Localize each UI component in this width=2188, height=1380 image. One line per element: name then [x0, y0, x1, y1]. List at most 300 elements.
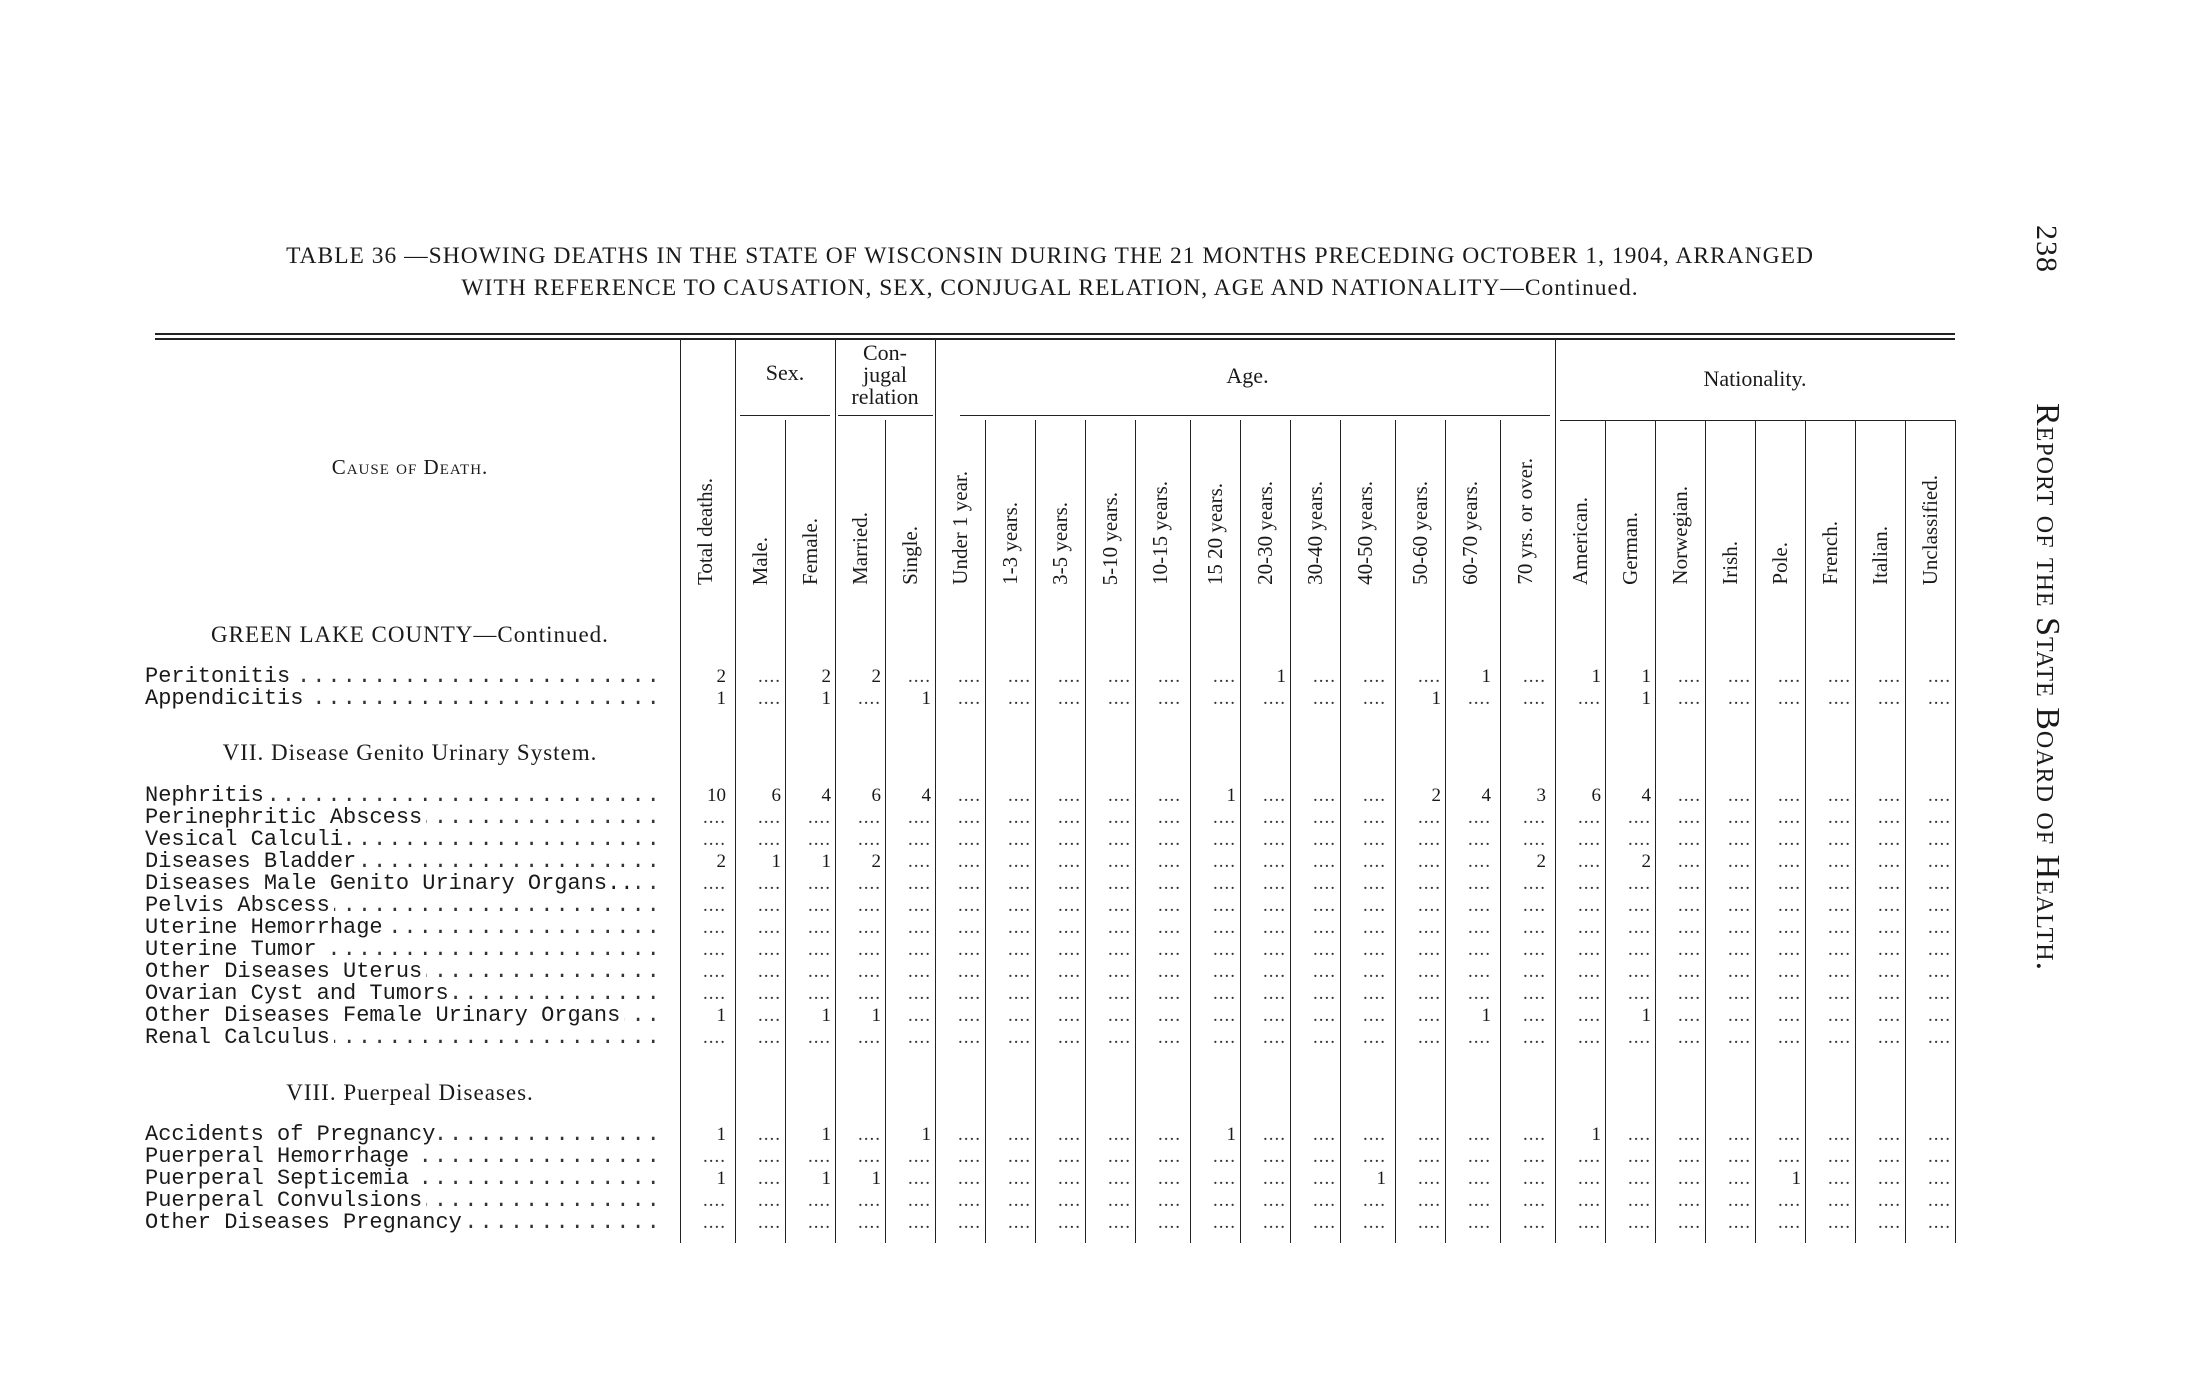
- table-cell: ....: [1878, 1190, 1901, 1211]
- table-cell: ....: [703, 917, 726, 938]
- table-cell: ....: [1928, 983, 1951, 1004]
- table-cell: ....: [1523, 1212, 1546, 1233]
- table-cell: ....: [808, 873, 831, 894]
- table-cell: ....: [1158, 851, 1181, 872]
- table-cell: ....: [1878, 1124, 1901, 1145]
- cause-label: [145, 1146, 665, 1168]
- table-cell: ....: [1678, 939, 1701, 960]
- table-row: [0, 895, 1960, 917]
- column-header-label: 50-60 years.: [1408, 481, 1432, 585]
- table-cell: ....: [1213, 939, 1236, 960]
- cell-value: 2: [821, 666, 831, 687]
- table-cell: [787, 851, 831, 873]
- section-heading: VIII. Puerpeal Diseases.: [286, 1080, 534, 1105]
- table-cell: ....: [1728, 666, 1751, 687]
- cell-value: 1: [716, 1124, 726, 1145]
- table-cell: ....: [1313, 785, 1336, 806]
- table-cell: ....: [1828, 851, 1851, 872]
- table-cell: ....: [1928, 1027, 1951, 1048]
- table-cell: [1502, 785, 1546, 807]
- cell-value: 1: [1641, 1005, 1651, 1026]
- table-cell: ....: [1828, 895, 1851, 916]
- cell-value: 1: [921, 688, 931, 709]
- table-cell: ....: [703, 807, 726, 828]
- column-header-label: Female.: [798, 517, 822, 585]
- table-cell: ....: [1363, 1027, 1386, 1048]
- table-cell: ....: [1108, 785, 1131, 806]
- table-cell: ....: [1213, 851, 1236, 872]
- table-cell: ....: [1058, 1124, 1081, 1145]
- cause-label-text: Diseases Male Genito Urinary Organs..: [145, 873, 637, 895]
- column-header: [735, 420, 785, 585]
- table-cell: ....: [1928, 895, 1951, 916]
- table-cell: ....: [1008, 688, 1031, 709]
- table-cell: ....: [808, 939, 831, 960]
- top-rule-double: [155, 338, 1955, 340]
- table-cell: ....: [1828, 1027, 1851, 1048]
- table-cell: [682, 688, 726, 710]
- table-cell: ....: [1363, 807, 1386, 828]
- table-cell: ....: [808, 1027, 831, 1048]
- cause-label: [145, 1212, 665, 1234]
- cause-label: [145, 939, 665, 961]
- table-cell: ....: [808, 1146, 831, 1167]
- cause-label: [145, 1168, 665, 1190]
- table-cell: ....: [1468, 1124, 1491, 1145]
- cell-value: 4: [921, 785, 931, 806]
- table-cell: ....: [1928, 1190, 1951, 1211]
- table-cell: ....: [1213, 1212, 1236, 1233]
- table-cell: ....: [1928, 785, 1951, 806]
- table-cell: [1757, 1168, 1801, 1190]
- table-title: [150, 240, 1950, 304]
- table-cell: ....: [1728, 961, 1751, 982]
- table-cell: ....: [858, 1124, 881, 1145]
- column-header-label: Italian.: [1868, 526, 1892, 585]
- cell-value: 1: [716, 1005, 726, 1026]
- table-cell: ....: [1313, 1005, 1336, 1026]
- cell-value: 3: [1536, 785, 1546, 806]
- table-row: [0, 939, 1960, 961]
- table-cell: [837, 785, 881, 807]
- table-cell: ....: [1158, 829, 1181, 850]
- table-cell: ....: [1108, 1212, 1131, 1233]
- column-header: [1855, 420, 1905, 585]
- table-cell: ....: [1728, 983, 1751, 1004]
- table-cell: ....: [1878, 1212, 1901, 1233]
- table-cell: ....: [1678, 666, 1701, 687]
- table-cell: ....: [1263, 829, 1286, 850]
- table-row: [0, 917, 1960, 939]
- table-cell: ....: [1878, 1027, 1901, 1048]
- table-cell: ....: [1158, 917, 1181, 938]
- table-cell: ....: [1628, 1168, 1651, 1189]
- table-cell: [737, 851, 781, 873]
- column-header-label: Single.: [898, 526, 922, 585]
- table-cell: ....: [1213, 1005, 1236, 1026]
- table-cell: [787, 666, 831, 688]
- table-cell: ....: [1058, 666, 1081, 687]
- table-cell: ....: [1678, 983, 1701, 1004]
- table-cell: ....: [1158, 1168, 1181, 1189]
- table-cell: ....: [1878, 983, 1901, 1004]
- cause-label: [145, 873, 665, 895]
- table-cell: ....: [1928, 961, 1951, 982]
- table-cell: [682, 851, 726, 873]
- table-cell: ....: [1928, 917, 1951, 938]
- table-cell: ....: [1313, 917, 1336, 938]
- table-cell: ....: [808, 895, 831, 916]
- table-cell: ....: [1313, 807, 1336, 828]
- table-cell: ....: [758, 1146, 781, 1167]
- table-cell: ....: [1418, 873, 1441, 894]
- table-cell: ....: [1523, 666, 1546, 687]
- table-cell: ....: [1468, 851, 1491, 872]
- table-cell: [787, 1168, 831, 1190]
- table-cell: ....: [1158, 1190, 1181, 1211]
- table-cell: ....: [1008, 1005, 1031, 1026]
- table-cell: ....: [1878, 1168, 1901, 1189]
- table-cell: ....: [1418, 983, 1441, 1004]
- cell-value: 1: [1641, 688, 1651, 709]
- table-cell: ....: [958, 961, 981, 982]
- table-cell: ....: [908, 1005, 931, 1026]
- running-header: [2028, 225, 2066, 971]
- column-header: [1705, 420, 1755, 585]
- table-cell: ....: [1578, 1190, 1601, 1211]
- column-header: [935, 420, 985, 585]
- table-cell: [1192, 785, 1236, 807]
- table-cell: ....: [1728, 917, 1751, 938]
- table-cell: [682, 1005, 726, 1027]
- cell-value: 1: [716, 1168, 726, 1189]
- cause-label: [145, 1005, 665, 1027]
- table-cell: ....: [1108, 1168, 1131, 1189]
- table-cell: ....: [1008, 961, 1031, 982]
- table-cell: ....: [1008, 983, 1031, 1004]
- table-cell: ....: [1263, 917, 1286, 938]
- cause-label: [145, 961, 665, 983]
- table-cell: ....: [1363, 1190, 1386, 1211]
- table-cell: ....: [1523, 961, 1546, 982]
- sex-group-label: Sex.: [765, 360, 805, 385]
- table-cell: ....: [1678, 851, 1701, 872]
- cell-value: 1: [1591, 666, 1601, 687]
- table-cell: ....: [1928, 851, 1951, 872]
- table-cell: [1607, 688, 1651, 710]
- table-cell: ....: [1728, 829, 1751, 850]
- table-cell: ....: [703, 939, 726, 960]
- table-cell: ....: [1008, 829, 1031, 850]
- table-cell: ....: [1058, 1212, 1081, 1233]
- table-cell: ....: [1628, 917, 1651, 938]
- table-cell: ....: [808, 961, 831, 982]
- table-cell: ....: [1523, 807, 1546, 828]
- column-header-label: 60-70 years.: [1458, 481, 1482, 585]
- column-header-label: 70 yrs. or over.: [1513, 458, 1537, 585]
- table-cell: ....: [1828, 1190, 1851, 1211]
- table-cell: ....: [908, 961, 931, 982]
- table-cell: ....: [758, 829, 781, 850]
- table-cell: ....: [1928, 939, 1951, 960]
- table-cell: ....: [958, 1190, 981, 1211]
- table-cell: ....: [1058, 785, 1081, 806]
- column-header: [1555, 420, 1605, 585]
- table-cell: ....: [1928, 1168, 1951, 1189]
- table-cell: ....: [1008, 939, 1031, 960]
- table-cell: ....: [1628, 895, 1651, 916]
- column-header: [1655, 420, 1705, 585]
- column-header: [1805, 420, 1855, 585]
- table-row: [0, 1005, 1960, 1027]
- table-cell: ....: [1313, 829, 1336, 850]
- table-cell: ....: [1363, 666, 1386, 687]
- column-header: [680, 420, 730, 585]
- column-header-label: 5-10 years.: [1098, 491, 1122, 585]
- table-cell: ....: [1058, 829, 1081, 850]
- table-cell: ....: [1418, 851, 1441, 872]
- table-cell: [682, 1168, 726, 1190]
- table-cell: ....: [1058, 1190, 1081, 1211]
- table-cell: ....: [1878, 1005, 1901, 1026]
- table-cell: ....: [1678, 785, 1701, 806]
- column-header: [1240, 420, 1290, 585]
- table-row: [0, 851, 1960, 873]
- table-cell: ....: [1578, 983, 1601, 1004]
- table-cell: ....: [858, 895, 881, 916]
- cause-label-text: Peritonitis: [145, 666, 294, 688]
- table-cell: [1607, 666, 1651, 688]
- table-cell: [787, 1124, 831, 1146]
- table-cell: ....: [1928, 1212, 1951, 1233]
- table-cell: ....: [1523, 1190, 1546, 1211]
- cell-value: 1: [821, 1168, 831, 1189]
- cell-value: 4: [1641, 785, 1651, 806]
- table-cell: ....: [958, 873, 981, 894]
- table-cell: ....: [1678, 807, 1701, 828]
- table-cell: ....: [1313, 895, 1336, 916]
- column-header-label: Irish.: [1718, 541, 1742, 585]
- table-cell: ....: [958, 785, 981, 806]
- cell-value: 1: [1276, 666, 1286, 687]
- table-cell: ....: [1213, 1190, 1236, 1211]
- table-cell: ....: [1158, 961, 1181, 982]
- table-cell: ....: [958, 688, 981, 709]
- cause-label-text: Pelvis Abscess: [145, 895, 334, 917]
- table-cell: ....: [1578, 807, 1601, 828]
- table-cell: ....: [1678, 1124, 1701, 1145]
- table-cell: ....: [1263, 1027, 1286, 1048]
- table-cell: [887, 688, 931, 710]
- cause-label-text: Puerperal Hemorrhage: [145, 1146, 413, 1168]
- table-cell: ....: [958, 851, 981, 872]
- table-cell: ....: [1058, 1168, 1081, 1189]
- table-title-line-1: TABLE 36 —SHOWING DEATHS IN THE STATE OF WISCONSIN DURING THE 21 MONTHS PRECEDING OCTOBER 1, 1904, ARRANGED: [286, 243, 1814, 269]
- table-cell: ....: [1828, 807, 1851, 828]
- table-cell: ....: [1008, 1027, 1031, 1048]
- table-cell: ....: [1263, 807, 1286, 828]
- table-cell: ....: [1158, 939, 1181, 960]
- table-cell: ....: [958, 895, 981, 916]
- table-row: [0, 1212, 1960, 1234]
- column-header-label: Male.: [748, 536, 772, 585]
- table-cell: ....: [858, 961, 881, 982]
- table-cell: ....: [1728, 895, 1751, 916]
- table-cell: ....: [1578, 1168, 1601, 1189]
- table-cell: ....: [1578, 961, 1601, 982]
- cell-value: 1: [1481, 666, 1491, 687]
- table-cell: ....: [1008, 873, 1031, 894]
- table-cell: [1192, 1124, 1236, 1146]
- table-row: [0, 807, 1960, 829]
- table-cell: ....: [1828, 1124, 1851, 1145]
- cell-value: 1: [1226, 785, 1236, 806]
- table-cell: ....: [958, 1027, 981, 1048]
- table-cell: ....: [1363, 829, 1386, 850]
- table-row: [0, 785, 1960, 807]
- table-cell: ....: [1778, 917, 1801, 938]
- table-cell: ....: [1828, 666, 1851, 687]
- table-cell: ....: [958, 983, 981, 1004]
- table-cell: ....: [858, 1190, 881, 1211]
- table-cell: ....: [758, 961, 781, 982]
- table-cell: ....: [1263, 983, 1286, 1004]
- table-cell: ....: [1678, 873, 1701, 894]
- table-cell: ....: [958, 1124, 981, 1145]
- table-cell: ....: [703, 1190, 726, 1211]
- table-cell: ....: [1363, 1212, 1386, 1233]
- table-cell: ....: [1928, 1124, 1951, 1145]
- column-header-label: Total deaths.: [693, 478, 717, 585]
- table-cell: ....: [703, 983, 726, 1004]
- table-cell: ....: [1263, 961, 1286, 982]
- column-header: [885, 420, 935, 585]
- table-cell: ....: [1313, 939, 1336, 960]
- table-cell: ....: [908, 829, 931, 850]
- table-cell: ....: [1468, 873, 1491, 894]
- table-cell: ....: [1418, 829, 1441, 850]
- table-cell: ....: [1008, 851, 1031, 872]
- table-cell: ....: [1158, 1005, 1181, 1026]
- table-row: [0, 829, 1960, 851]
- table-row: [0, 961, 1960, 983]
- table-cell: ....: [1313, 1124, 1336, 1145]
- column-header-label: Unclassified.: [1918, 474, 1942, 585]
- table-cell: ....: [1213, 807, 1236, 828]
- table-cell: ....: [1578, 873, 1601, 894]
- table-cell: ....: [1828, 688, 1851, 709]
- table-cell: ....: [1363, 1005, 1386, 1026]
- table-cell: ....: [1363, 1124, 1386, 1145]
- table-cell: ....: [1728, 1005, 1751, 1026]
- sex-group-rule: [740, 415, 830, 416]
- table-cell: ....: [1158, 895, 1181, 916]
- cell-value: 1: [921, 1124, 931, 1145]
- table-cell: ....: [1578, 895, 1601, 916]
- cause-label-text: Vesical Calculi: [145, 829, 347, 851]
- table-cell: ....: [908, 939, 931, 960]
- table-cell: ....: [908, 983, 931, 1004]
- table-cell: ....: [1678, 1212, 1701, 1233]
- column-header: [1085, 420, 1135, 585]
- table-cell: ....: [1108, 917, 1131, 938]
- column-header: [1340, 420, 1390, 585]
- cell-value: 2: [871, 666, 881, 687]
- table-cell: ....: [1778, 688, 1801, 709]
- table-cell: ....: [1058, 961, 1081, 982]
- table-cell: ....: [1928, 873, 1951, 894]
- table-cell: ....: [1778, 829, 1801, 850]
- table-cell: ....: [1363, 873, 1386, 894]
- table-cell: ....: [1523, 1005, 1546, 1026]
- cell-value: 1: [1376, 1168, 1386, 1189]
- table-cell: ....: [758, 807, 781, 828]
- cell-value: 1: [1481, 1005, 1491, 1026]
- table-cell: ....: [1313, 666, 1336, 687]
- table-cell: ....: [1578, 688, 1601, 709]
- table-cell: ....: [758, 895, 781, 916]
- column-header: [1905, 420, 1955, 585]
- table-cell: ....: [1008, 1124, 1031, 1145]
- table-cell: ....: [1468, 983, 1491, 1004]
- table-cell: [1557, 666, 1601, 688]
- table-cell: ....: [1878, 1146, 1901, 1167]
- table-cell: ....: [1313, 1190, 1336, 1211]
- table-cell: ....: [1828, 785, 1851, 806]
- table-cell: [787, 785, 831, 807]
- cell-value: 1: [821, 851, 831, 872]
- cause-label-text: Uterine Hemorrhage: [145, 917, 387, 939]
- table-cell: ....: [1058, 1027, 1081, 1048]
- table-cell: ....: [1263, 785, 1286, 806]
- table-cell: ....: [1363, 983, 1386, 1004]
- cause-label: [145, 851, 665, 873]
- table-cell: ....: [1928, 666, 1951, 687]
- cell-value: 2: [1431, 785, 1441, 806]
- table-cell: ....: [703, 895, 726, 916]
- column-header-label: Pole.: [1768, 542, 1792, 585]
- table-cell: ....: [1158, 1027, 1181, 1048]
- table-cell: [1607, 785, 1651, 807]
- table-cell: ....: [1313, 1146, 1336, 1167]
- table-cell: ....: [1108, 688, 1131, 709]
- cause-label: [145, 983, 665, 1005]
- column-header-label: Under 1 year.: [948, 471, 972, 585]
- table-row: [0, 1168, 1960, 1190]
- table-cell: ....: [1828, 917, 1851, 938]
- table-cell: ....: [1878, 785, 1901, 806]
- table-cell: ....: [1468, 961, 1491, 982]
- cell-value: 2: [716, 666, 726, 687]
- table-cell: ....: [1728, 785, 1751, 806]
- table-cell: ....: [1468, 939, 1491, 960]
- table-cell: ....: [1878, 895, 1901, 916]
- table-cell: ....: [908, 917, 931, 938]
- cell-value: 1: [1591, 1124, 1601, 1145]
- table-cell: ....: [703, 961, 726, 982]
- table-cell: ....: [1728, 851, 1751, 872]
- cause-label: [145, 895, 665, 917]
- table-cell: ....: [1678, 829, 1701, 850]
- table-cell: ....: [908, 807, 931, 828]
- cell-value: 10: [707, 785, 726, 806]
- table-cell: ....: [1363, 895, 1386, 916]
- table-cell: ....: [958, 917, 981, 938]
- table-cell: ....: [1523, 1146, 1546, 1167]
- table-cell: ....: [1678, 1027, 1701, 1048]
- column-header-label: French.: [1818, 521, 1842, 585]
- table-cell: ....: [1058, 895, 1081, 916]
